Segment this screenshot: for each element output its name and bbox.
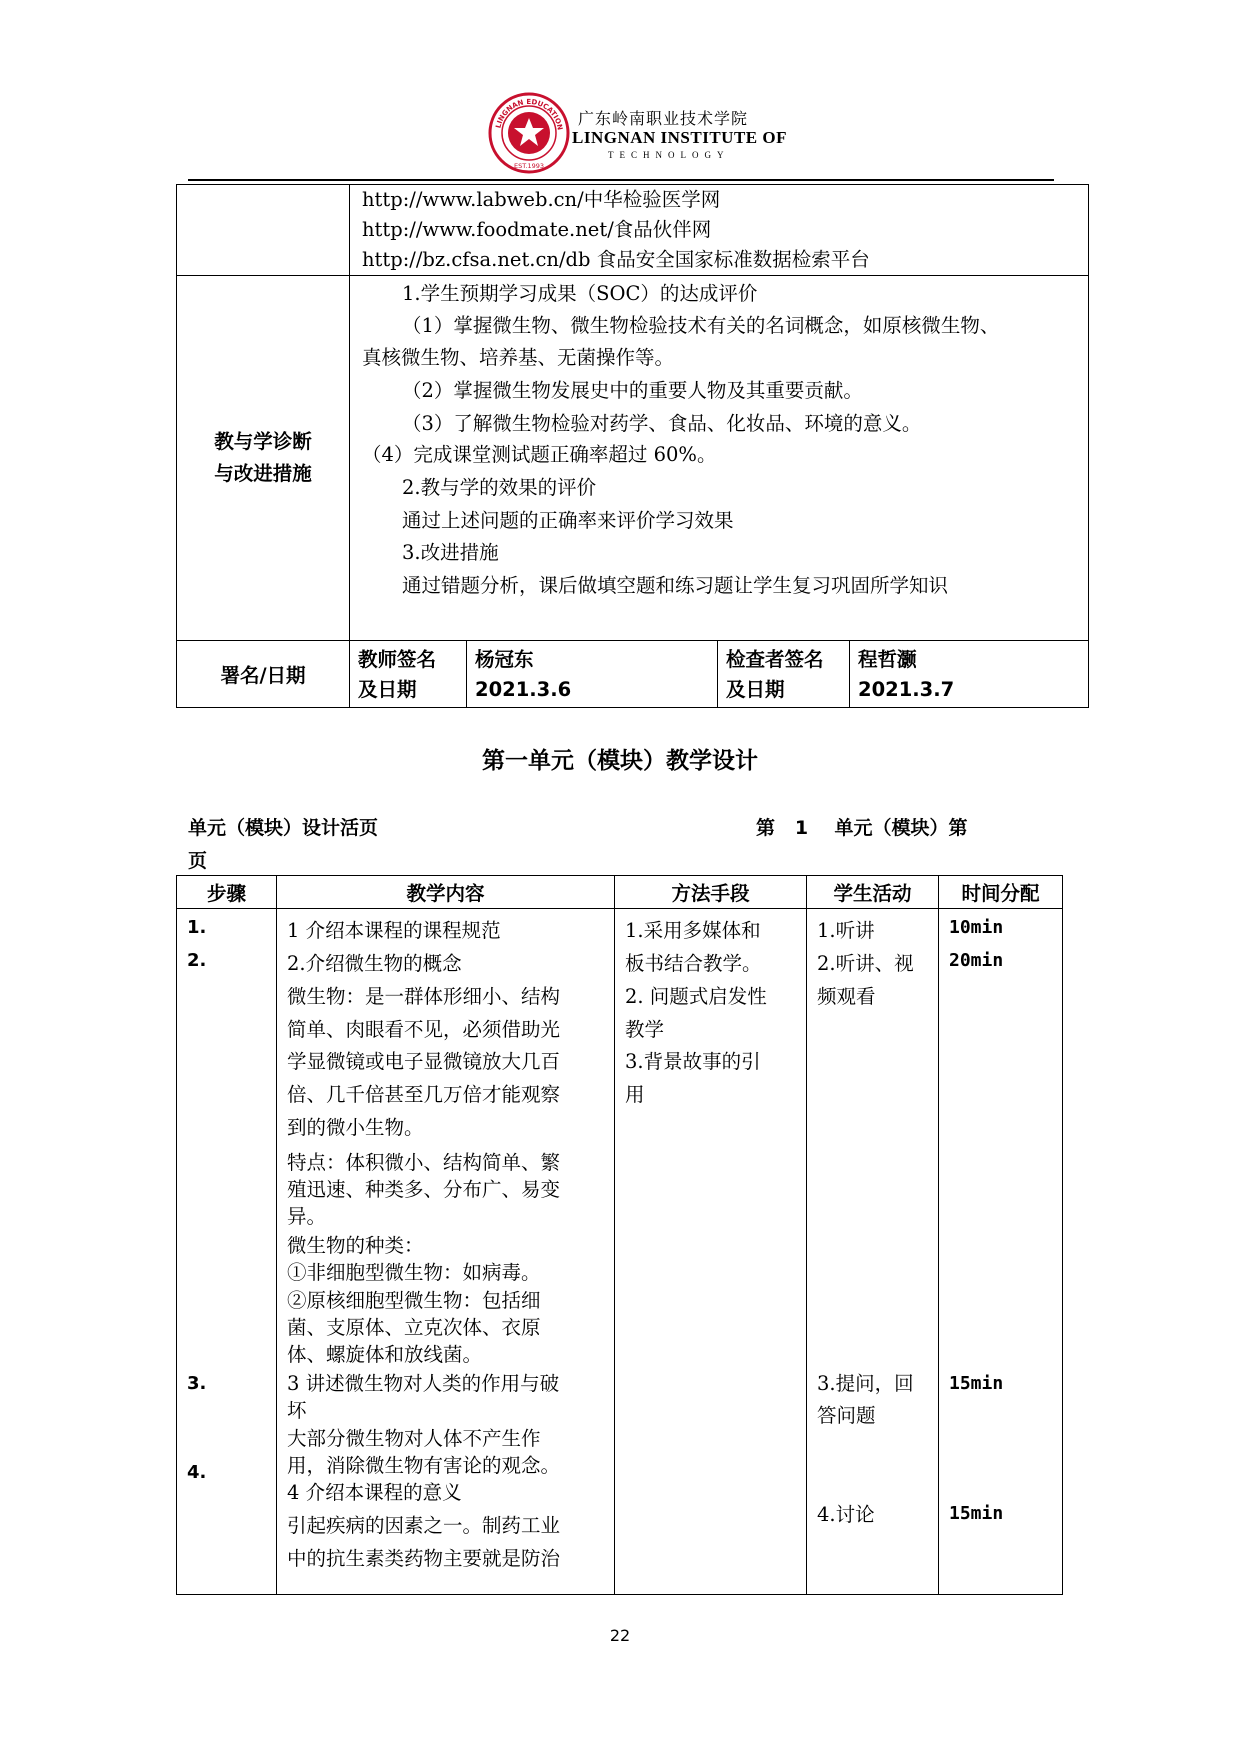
content-line: 学显微镜或电子显微镜放大几百 [287,1050,561,1073]
page-wrap-text: 页 [188,850,208,872]
resources-row [177,185,1089,276]
checker-sign-label-cell [718,641,850,708]
resources-cell [350,185,1089,276]
content-line: 2.介绍微生物的概念 [287,952,462,975]
teacher-sign-label-1: 教师签名 [358,648,437,671]
step-number: 2. [187,950,207,971]
resource-link-1[interactable]: http://www.labweb.cn/中华检验医学网 [362,188,721,211]
diagnosis-line: 真核微生物、培养基、无菌操作等。 [362,346,675,369]
content-line: 中的抗生素类药物主要就是防治 [287,1547,561,1570]
diagnosis-line: （1）掌握微生物、微生物检验技术有关的名词概念，如原核微生物、 [402,314,1000,337]
diagnosis-line: 1.学生预期学习成果（SOC）的达成评价 [402,282,758,305]
header-content: 教学内容 [277,876,615,909]
content-line: 用，消除微生物有害论的观念。 [287,1454,561,1477]
diagnosis-table [176,184,1089,708]
resource-link-2[interactable]: http://www.foodmate.net/食品伙伴网 [362,218,712,241]
checker-name: 程哲灏 [858,648,917,671]
diagnosis-label-cell [177,276,350,641]
step-number: 1. [187,917,207,938]
activity-line: 2.听讲、视 [817,952,914,975]
diagnosis-line: 通过上述问题的正确率来评价学习效果 [402,509,734,532]
signature-row [177,641,1089,708]
diagnosis-line: 3.改进措施 [402,541,499,564]
diagnosis-line: 通过错题分析，课后做填空题和练习题让学生复习巩固所学知识 [402,574,949,597]
time-value: 20min [949,950,1004,971]
content-line: 4 介绍本课程的意义 [287,1481,462,1504]
content-line: ②原核细胞型微生物：包括细 [287,1289,541,1312]
school-name-en-line1: LINGNAN INSTITUTE OF [572,128,787,147]
step-number: 4. [187,1462,207,1483]
step-number: 3. [187,1373,207,1394]
diagnosis-label-line1: 教与学诊断 [214,430,312,453]
activities-cell [807,909,939,1595]
method-line: 板书结合教学。 [625,952,762,975]
diagnosis-line: （3）了解微生物检验对药学、食品、化妆品、环境的意义。 [402,412,922,435]
checker-sign-label-2: 及日期 [726,678,785,701]
teacher-sign-label-cell [350,641,467,708]
header-time: 时间分配 [939,876,1063,909]
school-name-en-line2: TECHNOLOGY [608,150,730,160]
content-line: 倍、几千倍甚至几万倍才能观察 [287,1083,561,1106]
content-line: 菌、支原体、立克次体、衣原 [287,1316,541,1339]
sheet-label: 单元（模块）设计活页 [188,817,379,839]
content-line: 到的微小生物。 [287,1116,424,1139]
signature-label-cell [177,641,350,708]
activity-line: 答问题 [817,1404,876,1427]
school-seal-logo [488,92,570,174]
checker-sign-value-cell [850,641,1089,708]
content-line: ①非细胞型微生物：如病毒。 [287,1261,541,1284]
content-line: 1 介绍本课程的课程规范 [287,919,501,942]
diagnosis-line: 2.教与学的效果的评价 [402,476,597,499]
school-name-cn: 广东岭南职业技术学院 [578,109,749,128]
seal-ring-text: LINGNAN EDUCATION [494,97,564,131]
content-line: 引起疾病的因素之一。制药工业 [287,1514,561,1537]
page-number: 22 [609,1626,631,1645]
time-value: 10min [949,917,1004,938]
method-line: 教学 [625,1018,665,1041]
activity-line: 1.听讲 [817,919,875,942]
content-line: 简单、肉眼看不见，必须借助光 [287,1018,561,1041]
teacher-sign-label-2: 及日期 [358,678,417,701]
method-line: 2. 问题式启发性 [625,985,767,1008]
activity-line: 4.讨论 [817,1503,875,1526]
checker-date: 2021.3.7 [858,678,955,701]
content-line: 异。 [287,1205,327,1228]
checker-sign-label-1: 检查者签名 [726,648,824,671]
content-line: 殖迅速、种类多、分布广、易变 [287,1178,561,1201]
signature-label: 署名/日期 [220,664,306,687]
teacher-name: 杨冠东 [475,648,534,671]
header-activity: 学生活动 [807,876,939,909]
teacher-date: 2021.3.6 [475,678,572,701]
unit-number-text: 第 1 单元（模块）第 [756,817,968,839]
header-step: 步骤 [177,876,277,909]
methods-cell [615,909,807,1595]
page-header [0,92,1240,182]
teacher-sign-value-cell [467,641,718,708]
content-line: 微生物：是一群体形细小、结构 [287,985,561,1008]
content-line: 体、螺旋体和放线菌。 [287,1343,483,1366]
method-line: 3.背景故事的引 [625,1050,761,1073]
resource-link-3[interactable]: http://bz.cfsa.net.cn/db 食品安全国家标准数据检索平台 [362,248,870,271]
seal-year: EST.1993 [513,162,545,170]
content-cell [277,909,615,1595]
header-rule [188,179,1054,181]
section-title: 第一单元（模块）教学设计 [482,748,758,774]
table-header-row [177,876,1063,909]
time-value: 15min [949,1503,1004,1524]
content-line: 特点：体积微小、结构简单、繁 [287,1151,561,1174]
content-line: 3 讲述微生物对人类的作用与破 [287,1372,560,1395]
diagnosis-content-cell [350,276,1089,641]
table-body-row [177,909,1063,1595]
method-line: 用 [625,1083,645,1106]
time-value: 15min [949,1373,1004,1394]
method-line: 1.采用多媒体和 [625,919,761,942]
diagnosis-line: （2）掌握微生物发展史中的重要人物及其重要贡献。 [402,379,863,402]
diagnosis-line: （4）完成课堂测试题正确率超过 60%。 [362,443,717,466]
activity-line: 频观看 [817,985,876,1008]
steps-cell [177,909,277,1595]
teaching-design-table [176,875,1063,1595]
activity-line: 3.提问，回 [817,1372,914,1395]
diagnosis-label-line2: 与改进措施 [214,462,312,485]
header-method: 方法手段 [615,876,807,909]
content-line: 微生物的种类： [287,1234,424,1257]
diagnosis-row [177,276,1089,641]
times-cell [939,909,1063,1595]
resources-label-cell [177,185,350,276]
content-line: 大部分微生物对人体不产生作 [287,1427,541,1450]
content-line: 坏 [287,1399,307,1422]
